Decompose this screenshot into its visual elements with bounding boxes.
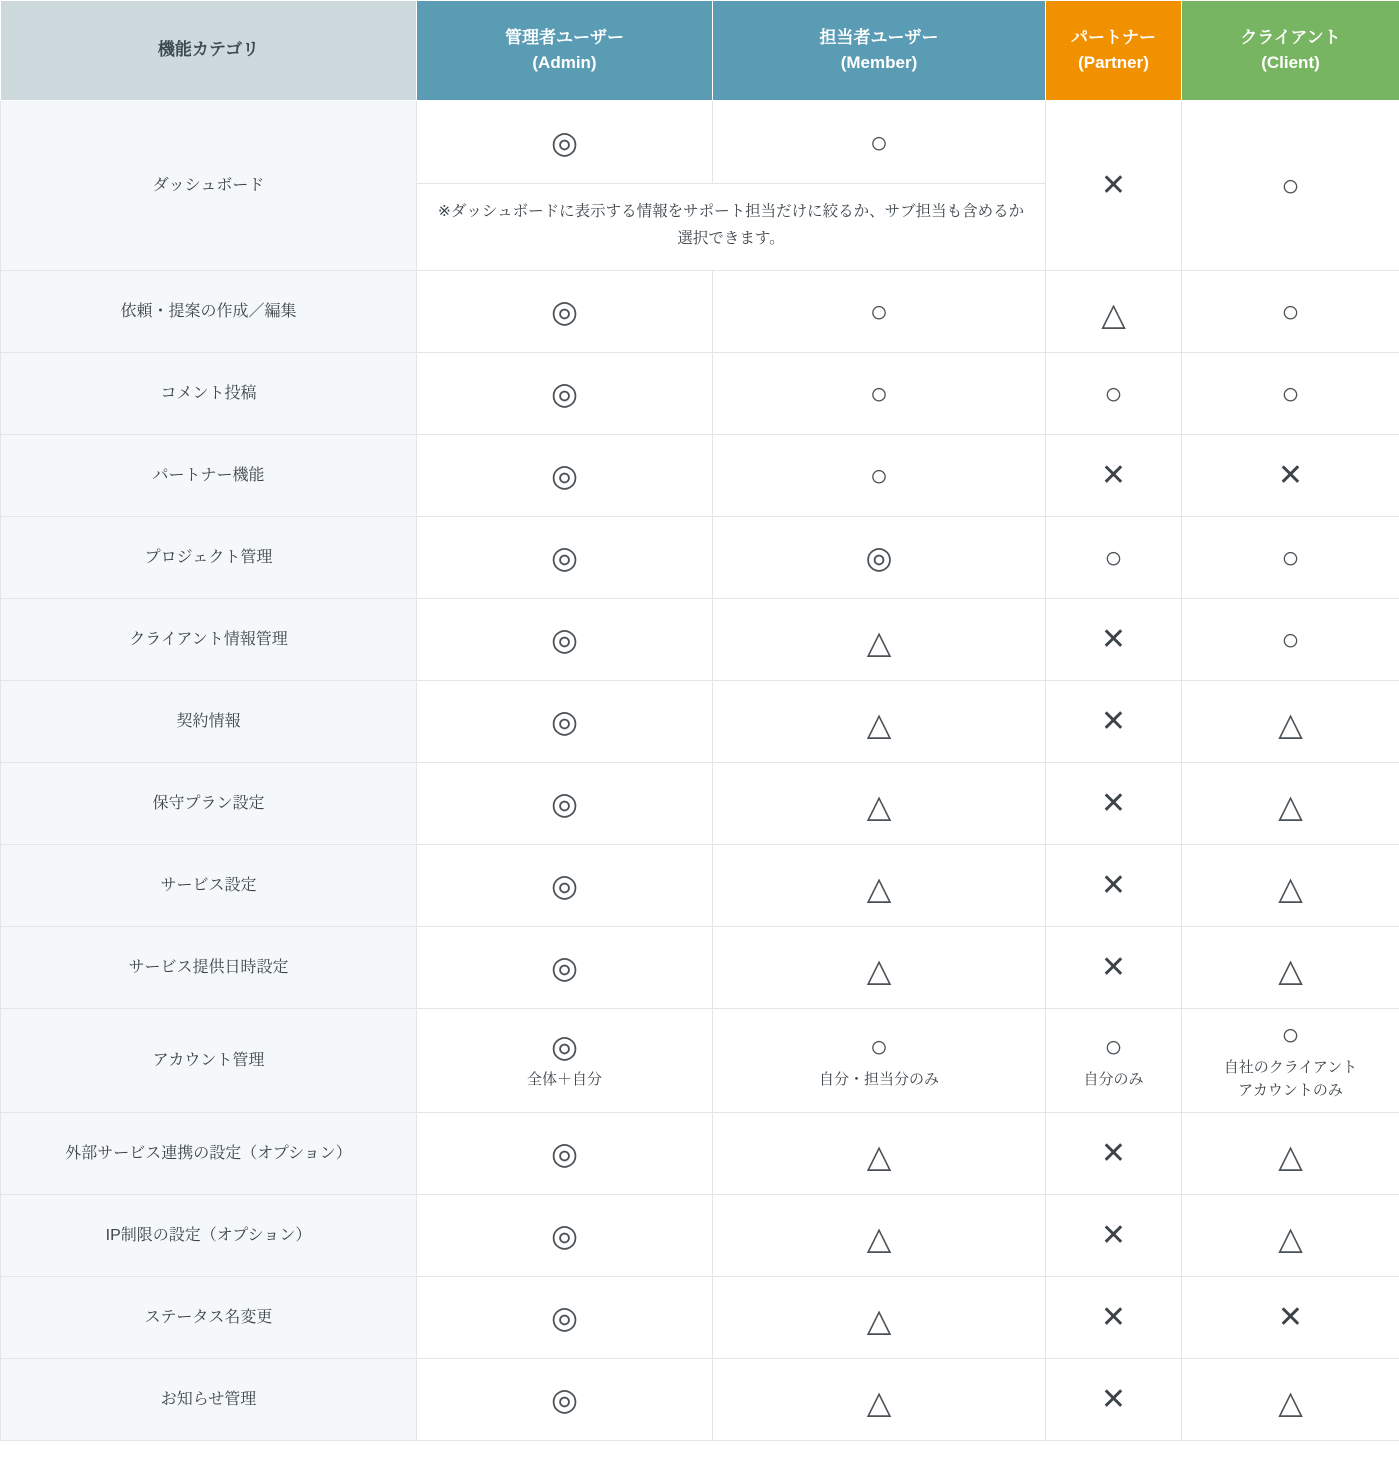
header-partner-sublabel: (Partner) (1078, 52, 1149, 72)
double-circle-icon: ◎ (550, 704, 579, 740)
table-row (1, 1113, 1399, 1195)
table-row (1, 1195, 1399, 1277)
triangle-icon: △ (1278, 705, 1303, 742)
cell-content (714, 1383, 1044, 1420)
cell-feature-category: プロジェクト管理 (1, 517, 417, 599)
triangle-icon: △ (1101, 295, 1126, 332)
table-row (1, 681, 1399, 763)
cell-member (713, 1277, 1046, 1359)
double-circle-icon: ◎ (550, 1136, 579, 1172)
header-client-label: クライアント (1240, 27, 1341, 47)
table-row (1, 927, 1399, 1009)
cell-partner (1046, 353, 1182, 435)
cell-member (713, 1113, 1046, 1195)
double-circle-icon: ◎ (550, 1028, 579, 1064)
cross-icon: ✕ (1100, 704, 1127, 738)
circle-icon: ○ (1281, 622, 1300, 658)
cell-partner (1046, 845, 1182, 927)
cell-content (1047, 376, 1180, 412)
cell-feature-category: サービス設定 (1, 845, 417, 927)
cell-content (1183, 622, 1398, 658)
cell-content (1047, 1300, 1180, 1334)
cell-content (418, 1382, 711, 1418)
cell-partner (1046, 927, 1182, 1009)
circle-icon: ○ (1104, 1028, 1123, 1064)
cell-partner (1046, 1113, 1182, 1195)
cross-icon: ✕ (1100, 1300, 1127, 1334)
cell-admin (417, 1359, 713, 1441)
cell-client (1182, 1359, 1399, 1441)
triangle-icon: △ (866, 1383, 892, 1420)
cell-feature-category: ダッシュボード (1, 101, 417, 271)
circle-icon: ○ (1281, 168, 1300, 204)
cell-partner (1046, 1195, 1182, 1277)
triangle-icon: △ (1278, 1219, 1303, 1256)
cell-member (713, 845, 1046, 927)
cell-admin (417, 763, 713, 845)
cell-feature-category: パートナー機能 (1, 435, 417, 517)
cell-admin (417, 517, 713, 599)
cell-content (1183, 1300, 1398, 1334)
cell-feature-category: 保守プラン設定 (1, 763, 417, 845)
circle-icon: ○ (1104, 376, 1123, 412)
header-partner-label: パートナー (1071, 27, 1156, 47)
cell-note: 自分・担当分のみ (818, 1070, 939, 1088)
triangle-icon: △ (1278, 869, 1303, 906)
cell-content (1183, 787, 1398, 824)
cell-content (1183, 705, 1398, 742)
double-circle-icon: ◎ (550, 1218, 579, 1254)
triangle-icon: △ (1278, 787, 1303, 824)
header-admin-label: 管理者ユーザー (505, 27, 624, 47)
cell-member (713, 1359, 1046, 1441)
cell-content (714, 951, 1044, 988)
cross-icon: ✕ (1100, 1382, 1127, 1416)
circle-icon: ○ (1281, 294, 1300, 330)
cell-admin (417, 1195, 713, 1277)
header-client-sublabel: (Client) (1261, 52, 1320, 72)
table-row (1, 517, 1399, 599)
cell-content (714, 294, 1044, 330)
cell-content (1183, 294, 1398, 330)
table-row (1, 845, 1399, 927)
double-circle-icon: ◎ (551, 124, 579, 160)
triangle-icon: △ (866, 1301, 892, 1338)
cross-icon: ✕ (1100, 786, 1127, 820)
double-circle-icon: ◎ (550, 1382, 579, 1418)
cell-content (714, 869, 1044, 906)
cell-content (1183, 168, 1398, 204)
cell-member (713, 681, 1046, 763)
cell-client (1182, 435, 1399, 517)
cell-content (1047, 295, 1180, 332)
cell-feature-category: IP制限の設定（オプション） (1, 1195, 417, 1277)
cell-partner (1046, 435, 1182, 517)
cell-admin (417, 1113, 713, 1195)
triangle-icon: △ (866, 869, 892, 906)
cell-dashboard-admin-member (417, 101, 1046, 271)
cell-member (713, 763, 1046, 845)
table-row (1, 353, 1399, 435)
cross-icon: ✕ (1100, 622, 1127, 656)
cell-partner (1046, 1277, 1182, 1359)
double-circle-icon: ◎ (550, 868, 579, 904)
cell-content (1183, 458, 1398, 492)
cell-content (1047, 458, 1180, 492)
cell-content (418, 376, 711, 412)
header-feature-category (1, 1, 417, 101)
cross-icon: ✕ (1100, 458, 1127, 492)
cell-feature-category: 契約情報 (1, 681, 417, 763)
table-row (1, 1009, 1399, 1113)
cell-content (1047, 704, 1180, 738)
double-circle-icon: ◎ (550, 622, 579, 658)
cell-partner (1046, 1009, 1182, 1113)
cell-client (1182, 763, 1399, 845)
cell-partner (1046, 271, 1182, 353)
cross-icon: ✕ (1277, 458, 1304, 492)
cell-admin (417, 599, 713, 681)
circle-icon: ○ (1281, 540, 1300, 576)
header-admin-sublabel: (Admin) (532, 52, 597, 72)
cell-content (1183, 1019, 1398, 1103)
cell-content (1047, 1028, 1180, 1091)
cell-note: 自分のみ (1083, 1070, 1144, 1088)
cell-feature-category: 外部サービス連携の設定（オプション） (1, 1113, 417, 1195)
cell-content (1047, 168, 1180, 202)
cell-content (714, 787, 1044, 824)
cell-admin (417, 681, 713, 763)
cell-client (1182, 1113, 1399, 1195)
cell-client (1182, 681, 1399, 763)
cell-client (1182, 101, 1399, 271)
cell-feature-category: お知らせ管理 (1, 1359, 417, 1441)
cell-admin (417, 1009, 713, 1113)
cell-content (1047, 1218, 1180, 1252)
double-circle-icon: ◎ (550, 540, 579, 576)
double-circle-icon: ◎ (550, 458, 579, 494)
circle-icon: ○ (1104, 540, 1123, 576)
table-header (1, 1, 1399, 101)
cell-content (1183, 540, 1398, 576)
cell-content (1183, 1137, 1398, 1174)
table-row (1, 599, 1399, 681)
header-admin (417, 1, 713, 101)
double-circle-icon: ◎ (550, 294, 579, 330)
cell-admin (417, 435, 713, 517)
triangle-icon: △ (866, 705, 892, 742)
dashboard-note: ※ダッシュボードに表示する情報をサポート担当だけに絞るか、サブ担当も含めるか選択できます。 (437, 203, 1025, 248)
cell-content (418, 1218, 711, 1254)
circle-icon: ○ (869, 294, 889, 330)
cell-content (1183, 376, 1398, 412)
cell-content (714, 1219, 1044, 1256)
cell-partner (1046, 763, 1182, 845)
header-client (1182, 1, 1399, 101)
cell-content (714, 458, 1044, 494)
cell-content (418, 786, 711, 822)
double-circle-icon: ◎ (550, 786, 579, 822)
cell-member (713, 435, 1046, 517)
circle-icon: ○ (869, 1028, 889, 1064)
cell-member (713, 517, 1046, 599)
cell-admin (417, 1277, 713, 1359)
header-row (1, 1, 1399, 101)
cell-feature-category: サービス提供日時設定 (1, 927, 417, 1009)
header-partner (1046, 1, 1182, 101)
triangle-icon: △ (1278, 951, 1303, 988)
cell-content (1183, 951, 1398, 988)
cell-content (714, 1137, 1044, 1174)
cell-note: 全体＋自分 (526, 1070, 602, 1088)
cross-icon: ✕ (1100, 1218, 1127, 1252)
cell-member (713, 353, 1046, 435)
triangle-icon: △ (866, 1219, 892, 1256)
cell-content (418, 868, 711, 904)
cell-content (1047, 1136, 1180, 1170)
cell-content (714, 540, 1044, 576)
dashboard-marks-row (417, 101, 1045, 184)
cell-client (1182, 353, 1399, 435)
cell-content (418, 294, 711, 330)
cell-client (1182, 517, 1399, 599)
cell-client (1182, 845, 1399, 927)
cell-admin (417, 927, 713, 1009)
header-feature-label: 機能カテゴリ (157, 40, 260, 60)
cell-member (713, 599, 1046, 681)
cell-feature-category: コメント投稿 (1, 353, 417, 435)
cell-content (418, 950, 711, 986)
cell-feature-category: 依頼・提案の作成／編集 (1, 271, 417, 353)
cell-partner (1046, 517, 1182, 599)
cell-content (714, 1028, 1044, 1091)
cell-content (418, 622, 711, 658)
table-row (1, 271, 1399, 353)
cell-client (1182, 1009, 1399, 1113)
cross-icon: ✕ (1277, 1300, 1304, 1334)
cell-feature-category: アカウント管理 (1, 1009, 417, 1113)
circle-icon: ○ (869, 376, 889, 412)
cell-admin (417, 101, 713, 183)
table-row (1, 101, 1399, 271)
cell-content (418, 458, 711, 494)
double-circle-icon: ◎ (550, 1300, 579, 1336)
header-member-label: 担当者ユーザー (819, 27, 939, 47)
circle-icon: ○ (869, 458, 889, 494)
cell-member (713, 101, 1045, 183)
triangle-icon: △ (1278, 1137, 1303, 1174)
table-row (1, 1359, 1399, 1441)
triangle-icon: △ (866, 951, 892, 988)
cell-content (1047, 622, 1180, 656)
cell-content (714, 623, 1044, 660)
cross-icon: ✕ (1100, 168, 1127, 202)
cell-content (1047, 1382, 1180, 1416)
header-member-sublabel: (Member) (840, 52, 918, 72)
circle-icon: ○ (1281, 376, 1300, 412)
cell-feature-category: クライアント情報管理 (1, 599, 417, 681)
cell-admin (417, 845, 713, 927)
triangle-icon: △ (866, 787, 892, 824)
cell-content (1047, 950, 1180, 984)
cell-member (713, 927, 1046, 1009)
table-row (1, 763, 1399, 845)
cell-content (418, 1136, 711, 1172)
cell-content (1047, 786, 1180, 820)
header-member (713, 1, 1046, 101)
cross-icon: ✕ (1100, 1136, 1127, 1170)
table-row (1, 1277, 1399, 1359)
cell-member (713, 1009, 1046, 1113)
cell-partner (1046, 599, 1182, 681)
table-body (1, 101, 1399, 1441)
cross-icon: ✕ (1100, 868, 1127, 902)
cell-member (713, 1195, 1046, 1277)
cell-content (1183, 869, 1398, 906)
cell-content (418, 1028, 711, 1091)
cell-client (1182, 1195, 1399, 1277)
cell-partner (1046, 1359, 1182, 1441)
cell-content (714, 1301, 1044, 1338)
circle-icon: ○ (869, 124, 889, 160)
cell-note: 自社のクライアント アカウントのみ (1223, 1059, 1358, 1100)
cell-partner (1046, 681, 1182, 763)
cell-client (1182, 599, 1399, 681)
cell-feature-category: ステータス名変更 (1, 1277, 417, 1359)
cell-content (418, 540, 711, 576)
cell-client (1182, 271, 1399, 353)
cell-content (1047, 540, 1180, 576)
cross-icon: ✕ (1100, 950, 1127, 984)
cell-content (714, 705, 1044, 742)
table-row (1, 435, 1399, 517)
cell-content (418, 704, 711, 740)
cell-admin (417, 353, 713, 435)
triangle-icon: △ (1278, 1383, 1303, 1420)
cell-content (1183, 1383, 1398, 1420)
cell-member (713, 271, 1046, 353)
circle-icon: ○ (1281, 1017, 1300, 1052)
cell-partner (1046, 101, 1182, 271)
cell-admin (417, 271, 713, 353)
double-circle-icon: ◎ (865, 540, 893, 576)
double-circle-icon: ◎ (550, 376, 579, 412)
cell-client (1182, 927, 1399, 1009)
cell-content (418, 1300, 711, 1336)
triangle-icon: △ (866, 623, 892, 660)
double-circle-icon: ◎ (550, 950, 579, 986)
cell-content (1183, 1219, 1398, 1256)
triangle-icon: △ (866, 1137, 892, 1174)
cell-client (1182, 1277, 1399, 1359)
cell-content (714, 376, 1044, 412)
cell-content (1047, 868, 1180, 902)
